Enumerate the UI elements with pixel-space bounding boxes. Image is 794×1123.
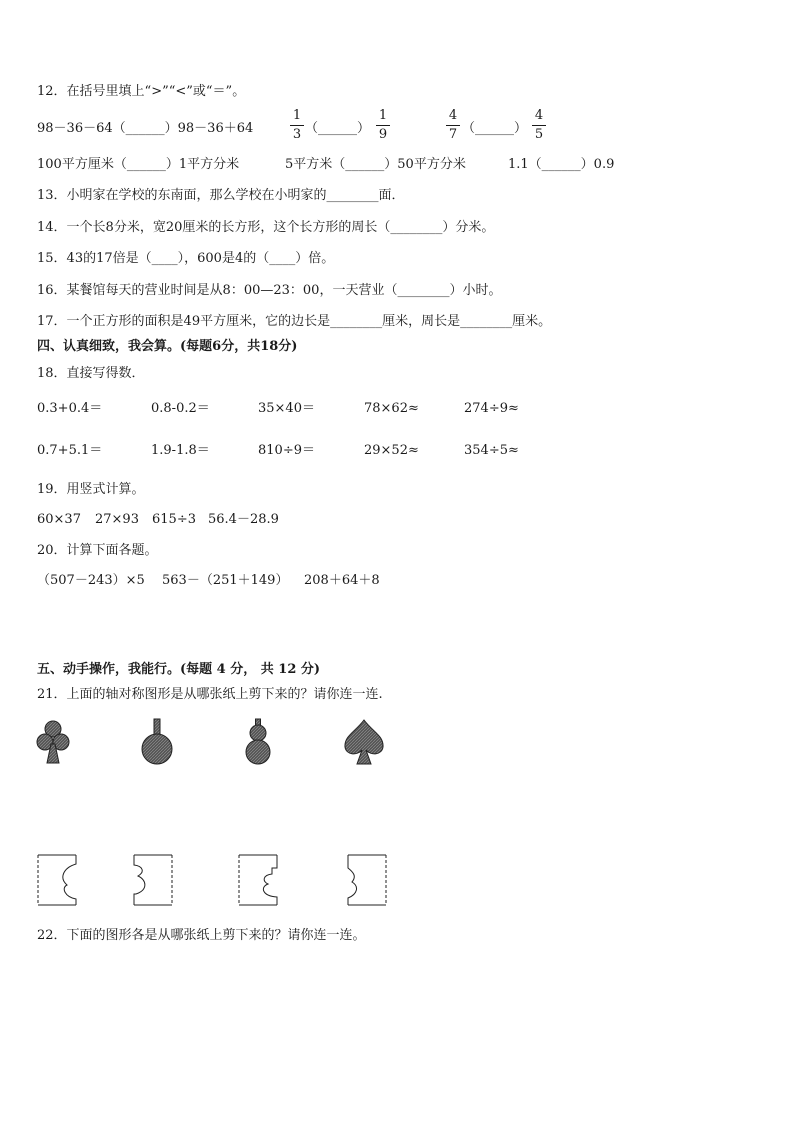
q19-item: 27×93: [95, 512, 139, 527]
fraction-one-ninth: $\frac{1}{9}$: [376, 108, 390, 143]
fraction-four-sevenths: $\frac{4}{7}$: [446, 108, 460, 143]
folded-paper-4: [347, 854, 387, 906]
q18-item: 0.7+5.1＝: [37, 443, 103, 458]
q18-item: 0.8-0.2＝: [151, 401, 210, 416]
q18-item: 354÷5≈: [464, 443, 519, 458]
folded-paper-3: [238, 854, 278, 906]
section-5-heading: 五、动手操作，我能行。(每题 4 分， 共 12 分): [37, 662, 321, 677]
q12-compare-1: 98－36－64（______）98－36＋64: [37, 121, 254, 136]
club-shape: [37, 720, 69, 766]
q12-compare-4: 100平方厘米（______）1平方分米: [37, 157, 240, 172]
q20-item: （507－243）×5: [37, 573, 145, 588]
q12-compare-2-blank: （______）: [305, 121, 371, 136]
q18-item: 1.9-1.8＝: [151, 443, 210, 458]
fraction-four-fifths: $\frac{4}{5}$: [532, 108, 546, 143]
q19-item: 56.4－28.9: [208, 512, 279, 527]
q20-item: 208＋64＋8: [304, 573, 380, 588]
q18-item: 274÷9≈: [464, 401, 519, 416]
q15: 15．43的17倍是（____），600是4的（____）倍。: [37, 251, 335, 266]
q19-item: 60×37: [37, 512, 81, 527]
q12-compare-6: 1.1（______）0.9: [508, 157, 615, 172]
q16: 16．某餐馆每天的营业时间是从8：00—23：00，一天营业（________）小时。: [37, 283, 502, 298]
q12-title: 12．在括号里填上“>”“<”或“＝”。: [37, 84, 246, 99]
q12-compare-5: 5平方米（______）50平方分米: [285, 157, 466, 172]
q14: 14．一个长8分米，宽20厘米的长方形，这个长方形的周长（________）分米。: [37, 220, 495, 235]
q18-item: 29×52≈: [364, 443, 419, 458]
gourd-shape: [243, 718, 273, 766]
q18-item: 0.3+0.4＝: [37, 401, 103, 416]
q22-text: 22．下面的图形各是从哪张纸上剪下来的？请你连一连。: [37, 928, 366, 943]
q18-item: 810÷9＝: [258, 443, 315, 458]
folded-paper-1: [37, 854, 77, 906]
q19-item: 615÷3: [152, 512, 196, 527]
q20-title: 20．计算下面各题。: [37, 543, 158, 558]
q21-text: 21．上面的轴对称图形是从哪张纸上剪下来的？请你连一连.: [37, 687, 383, 702]
section-4-heading: 四、认真细致，我会算。(每题6分，共18分): [37, 339, 298, 354]
q18-item: 35×40＝: [258, 401, 315, 416]
lollipop-shape: [140, 718, 174, 766]
spade-shape: [343, 718, 385, 766]
q17: 17．一个正方形的面积是49平方厘米，它的边长是________厘米，周长是________厘米。: [37, 314, 552, 329]
q18-item: 78×62≈: [364, 401, 419, 416]
q18-title: 18．直接写得数．: [37, 366, 145, 381]
q19-title: 19．用竖式计算。: [37, 482, 145, 497]
q12-compare-3-blank: （______）: [462, 121, 528, 136]
folded-paper-2: [133, 854, 173, 906]
q13: 13．小明家在学校的东南面，那么学校在小明家的________面．: [37, 188, 405, 203]
q20-item: 563－（251＋149）: [162, 573, 289, 588]
fraction-one-third: $\frac{1}{3}$: [290, 108, 304, 143]
